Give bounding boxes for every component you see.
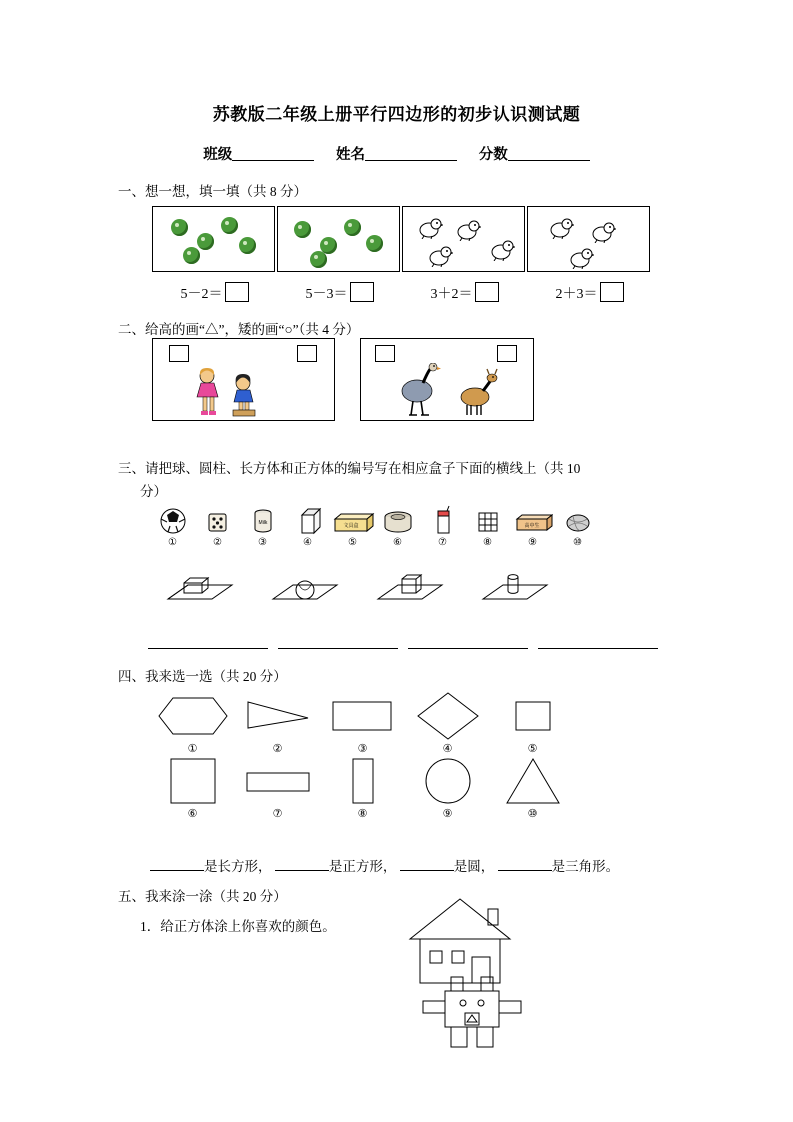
class-label: 班级 [203, 147, 233, 163]
equation-3: 3＋2＝ [402, 282, 527, 303]
object-dice: ② [195, 505, 240, 548]
class-blank[interactable] [232, 145, 314, 161]
answer-line-1[interactable] [148, 636, 268, 649]
mark-box-girl-right[interactable] [297, 345, 317, 362]
fill-blank-1[interactable] [150, 856, 204, 871]
svg-text:高中生: 高中生 [523, 523, 540, 529]
mark-box-girl-left[interactable] [169, 345, 189, 362]
object-milk-carton: ④ [285, 505, 330, 548]
shape-diamond: ④ [405, 690, 490, 755]
picture-box-germs-1 [152, 206, 275, 272]
section-3-heading: 三、请把球、圆柱、长方体和正方体的编号写在相应盒子下面的横线上（共 10 分） [118, 461, 581, 499]
page-title: 苏教版二年级上册平行四边形的初步认识测试题 [212, 105, 581, 124]
milk-can-icon [240, 505, 285, 535]
object-soccer-ball: ① [150, 505, 195, 548]
square-small-icon [490, 690, 575, 742]
equation-2: 5－3＝ [277, 282, 402, 303]
fill-blank-4[interactable] [498, 856, 552, 871]
object-book: 高中生 ⑨ [510, 505, 555, 548]
dice-icon [195, 505, 240, 535]
mark-box-animal-right[interactable] [497, 345, 517, 362]
picture-box-animals [360, 338, 534, 421]
shape-square-small: ⑤ [490, 690, 575, 755]
tray-cylinder [465, 565, 570, 615]
diamond-icon [405, 690, 490, 742]
section-5-heading: 五、我来涂一涂（共 20 分） [118, 889, 287, 904]
answer-line-3[interactable] [408, 636, 528, 649]
svg-text:文具盒: 文具盒 [342, 523, 359, 529]
fill-blank-3[interactable] [400, 856, 454, 871]
object-stationery-box: 文具盒 ⑤ [330, 505, 375, 548]
answer-box-4[interactable] [600, 282, 624, 302]
object-juice-box: ⑦ [420, 505, 465, 548]
round-tin-icon [375, 505, 420, 535]
section-4-shape-row-1 [150, 690, 575, 755]
object-round-tin: ⑥ [375, 505, 420, 548]
answer-line-4[interactable] [538, 636, 658, 649]
rectangle-tall-icon [320, 755, 405, 807]
juice-box-icon [420, 505, 465, 535]
equation-4: 2＋3＝ [527, 282, 652, 303]
section-2-heading: 二、给高的画“△”，矮的画“○”（共 4 分） [118, 322, 360, 337]
shape-square-large: ⑥ [150, 755, 235, 820]
circle-icon [405, 755, 490, 807]
book-icon [510, 505, 555, 535]
picture-box-chicks-1 [402, 206, 525, 272]
name-label: 姓名 [336, 147, 365, 163]
section-4-heading: 四、我来选一选（共 20 分） [118, 669, 287, 684]
shape-rectangle-wide: ③ [320, 690, 405, 755]
shape-hexagon: ① [150, 690, 235, 755]
tray-cube [150, 565, 255, 615]
section-3-tray-row [150, 565, 570, 615]
triangle-icon [490, 755, 575, 807]
mark-box-animal-left[interactable] [375, 345, 395, 362]
picture-box-girls [152, 338, 335, 421]
square-large-icon [150, 755, 235, 807]
equation-1: 5－2＝ [152, 282, 277, 303]
picture-box-chicks-2 [527, 206, 650, 272]
answer-box-1[interactable] [225, 282, 249, 302]
tray-cuboid [360, 565, 465, 615]
shape-triangle: ⑩ [490, 755, 575, 820]
rectangle-flat-icon [235, 755, 320, 807]
rectangle-wide-icon [320, 690, 405, 742]
stationery-box-icon [330, 505, 375, 535]
robot-drawing [415, 975, 535, 1060]
section-5-item-1: 1．给正方体涂上你喜欢的颜色。 [140, 919, 336, 934]
picture-box-germs-2 [277, 206, 400, 272]
student-info-line [0, 143, 793, 164]
section-1-picture-row [152, 206, 650, 272]
svg-text:Milk: Milk [258, 520, 267, 526]
section-1-heading: 一、想一想，填一填（共 8 分） [118, 184, 307, 199]
name-blank[interactable] [365, 145, 457, 161]
section-4-shape-row-2 [150, 755, 575, 820]
shape-circle: ⑨ [405, 755, 490, 820]
hexagon-icon [150, 690, 235, 742]
shape-triangle-thin: ② [235, 690, 320, 755]
answer-box-3[interactable] [475, 282, 499, 302]
section-4-fill-in-line: 是长方形， 是正方形， 是圆， 是三角形。 [150, 855, 619, 875]
section-1-equation-row [152, 282, 652, 303]
soccer-ball-icon [150, 505, 195, 535]
milk-carton-icon [285, 505, 330, 535]
section-3-object-row [150, 505, 600, 548]
fill-blank-2[interactable] [275, 856, 329, 871]
object-ball-of-yarn: ⑩ [555, 505, 600, 548]
object-milk-can: Milk ③ [240, 505, 285, 548]
section-3-answer-lines [148, 636, 668, 649]
section-2-picture-row [152, 338, 534, 421]
triangle-thin-icon [235, 690, 320, 742]
score-blank[interactable] [508, 145, 590, 161]
answer-line-2[interactable] [278, 636, 398, 649]
shape-rectangle-flat: ⑦ [235, 755, 320, 820]
shape-rectangle-tall: ⑧ [320, 755, 405, 820]
tray-ball [255, 565, 360, 615]
score-label: 分数 [478, 147, 508, 163]
answer-box-2[interactable] [350, 282, 374, 302]
rubiks-cube-icon [465, 505, 510, 535]
object-rubiks-cube: ⑧ [465, 505, 510, 548]
ball-of-yarn-icon [555, 505, 600, 535]
